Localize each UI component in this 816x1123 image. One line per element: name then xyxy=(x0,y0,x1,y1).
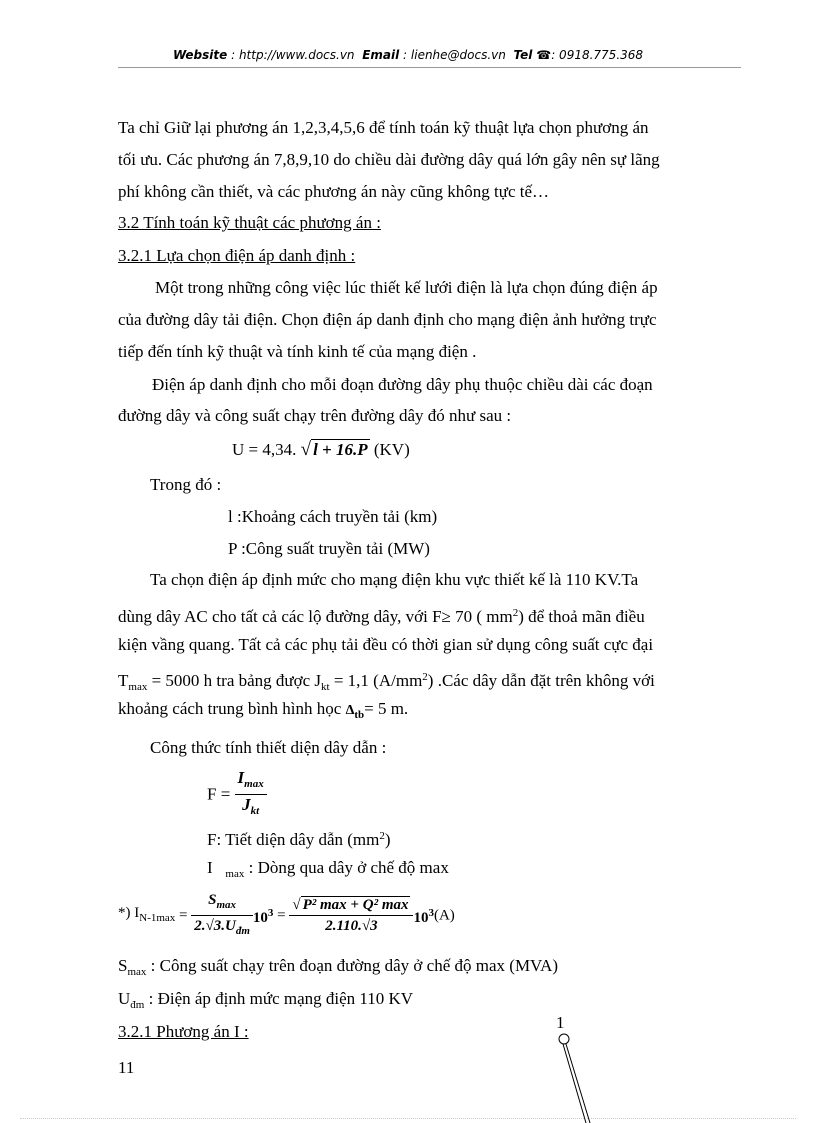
para3-line1: Điện áp danh định cho mỗi đoạn đường dây phụ thuộc chiều dài các đoạn xyxy=(152,375,653,394)
formula-u: U = 4,34. √ l + 16.P (KV) xyxy=(232,439,410,460)
page-number: 11 xyxy=(118,1058,135,1077)
website-value: : http://www.docs.vn xyxy=(231,48,355,62)
footer-dotted-line xyxy=(20,1118,796,1119)
heading-option-1: 3.2.1 Phương án I : xyxy=(118,1022,249,1041)
para2-line2: của đường dây tải điện. Chọn điện áp danh định cho mạng điện ảnh hưởng trực xyxy=(118,310,657,329)
diagram-line-figure xyxy=(548,1032,608,1123)
tel-label: Tel xyxy=(513,48,533,62)
formula-f: F = $\frac{I_{max}}{J_{kt}}$ xyxy=(207,768,267,821)
tel-value: : 0918.775.368 xyxy=(551,48,644,62)
definition-p: P :Công suất truyền tải (MW) xyxy=(228,539,430,558)
website-label: Website xyxy=(172,48,228,62)
diagram-node-circle xyxy=(559,1034,569,1044)
definition-f: F: Tiết diện dây dẫn $(mm^2)$ xyxy=(207,830,391,849)
para1-line2: tối ưu. Các phương án 7,8,9,10 do chiều dài đường dây quá lớn gây nên sự lãng xyxy=(118,150,660,169)
para4-line4: $T_{max} = 5000$ h tra bảng được $J_{kt} = 1,1$ $(A/mm^2)$ .Các dây dẫn đặt trên không với xyxy=(118,671,655,693)
para3-line2: đường dây và công suất chạy trên đường dây đó như sau : xyxy=(118,406,512,425)
para4-line2: dùng dây AC cho tất cả các lộ đường dây, với F≥ 70 ( $mm^2$) để thoả mãn điều xyxy=(118,607,645,626)
diagram-node-label: 1 xyxy=(556,1013,565,1032)
diagram-line-right xyxy=(566,1044,590,1123)
para4-line3: kiện vầng quang. Tất cả các phụ tải đều có thời gian sử dụng công suất cực đại xyxy=(118,635,654,654)
para4-line5: khoảng cách trung bình hình học $\Delta_{tb}= 5$ m. xyxy=(118,699,409,721)
email-label: Email xyxy=(362,48,400,62)
where-label: Trong đó : xyxy=(150,475,222,494)
para1-line3: phí không cần thiết, và các phương án này cũng không tực tế… xyxy=(118,182,550,201)
definition-u: $U_{đm}$ : Điện áp định mức mạng điện 110 KV xyxy=(118,989,414,1011)
para1-line1: Ta chỉ Giữ lại phương án 1,2,3,4,5,6 để tính toán kỹ thuật lựa chọn phương án xyxy=(118,118,649,137)
heading-3-2-1: 3.2.1 Lựa chọn điện áp danh định : xyxy=(118,246,356,265)
para2-line3: tiếp đến tính kỹ thuật và tính kinh tế của mạng điện . xyxy=(118,342,477,361)
definition-i: I $_{max}$ : Dòng qua dây ở chế độ max xyxy=(207,858,449,880)
email-value: : lienhe@docs.vn xyxy=(403,48,506,62)
para2-line1: Một trong những công việc lúc thiết kế lưới điện là lựa chọn đúng điện áp xyxy=(155,278,658,297)
diagram-line-left xyxy=(563,1044,586,1123)
heading-3-2: 3.2 Tính toán kỹ thuật các phương án : xyxy=(118,213,381,232)
page-header xyxy=(0,48,816,62)
definition-s: $S_{max}$ : Công suất chạy trên đoạn đường dây ở chế độ max (MVA) xyxy=(118,956,559,978)
header-divider xyxy=(118,67,741,68)
formula-intro: Công thức tính thiết diện dây dẫn : xyxy=(150,738,387,757)
definition-l: l :Khoảng cách truyền tải (km) xyxy=(228,507,438,526)
para4-line1: Ta chọn điện áp định mức cho mạng điện khu vực thiết kế là 110 KV.Ta xyxy=(150,570,639,589)
formula-in: *) $I_{N-1max}$ = $\frac{S_{max}}{2.√3.U_{đm}}$ $10^3$ = $\frac{\text{√ P² max + Q² max}}{2.110.√3}$ $10^3(A)$ xyxy=(118,892,455,937)
formula-u-radicand: l + 16.P xyxy=(313,440,368,459)
phone-icon: ☎ xyxy=(536,48,552,62)
